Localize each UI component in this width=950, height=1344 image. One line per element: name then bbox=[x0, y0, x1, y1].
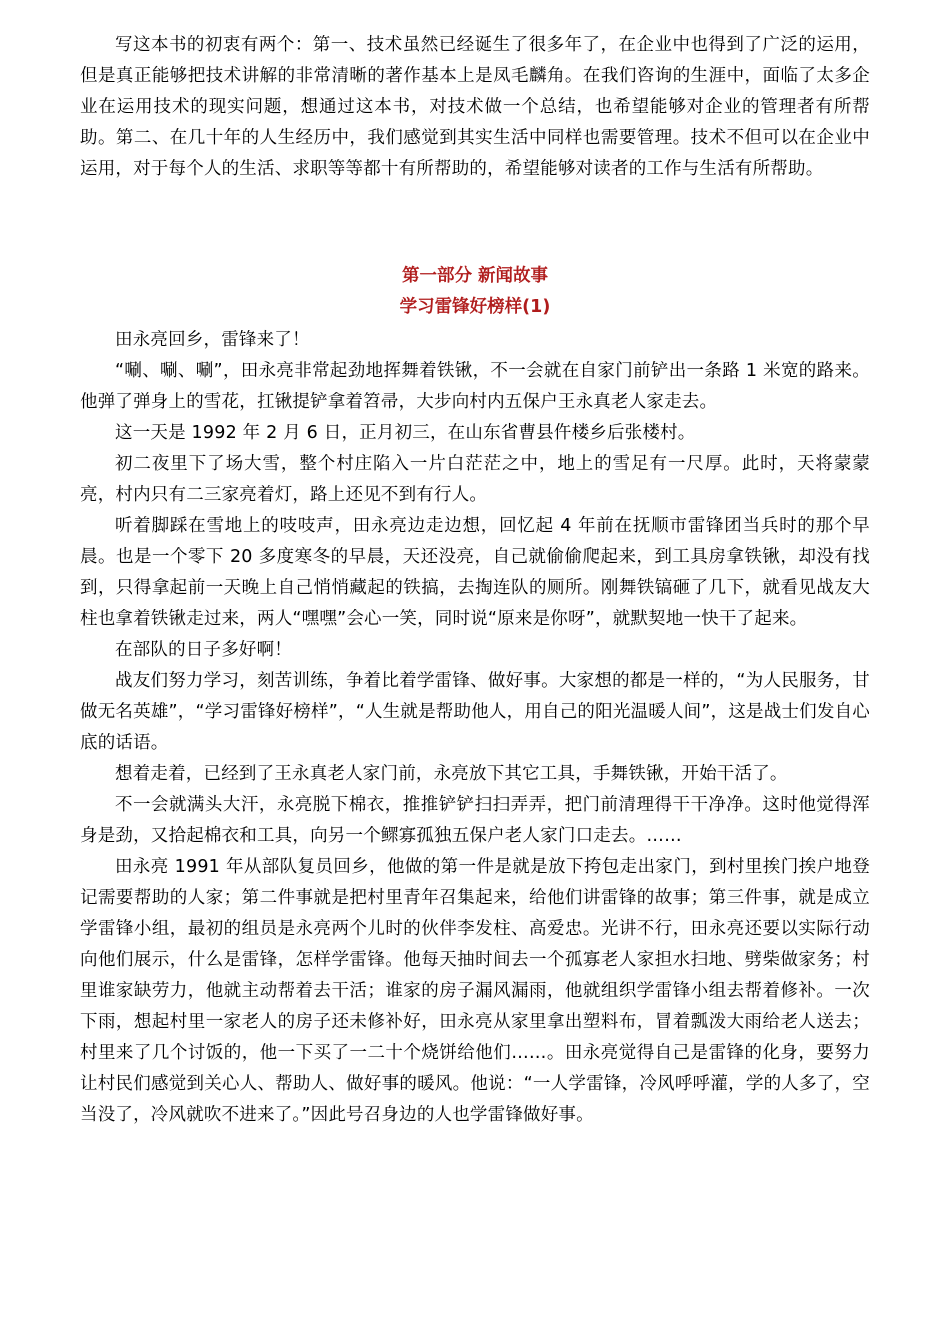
part-title: 第一部分 新闻故事 bbox=[401, 266, 549, 286]
story-paragraph: 听着脚踩在雪地上的吱吱声，田永亮边走边想，回忆起 4 年前在抚顺市雷锋团当兵时的那个早晨。也是一个零下 20 多度寒冬的早晨，天还没亮，自己就偷偷爬起来，到工具房拿铁锹，却没有找到，只得拿起前一天晚上自己悄悄藏起的铁搞，去掏连队的厕所。刚舞铁镐砸了几下，就看见战友大柱也拿着铁锹走过来，两人“嘿嘿”会心一笑，同时说“原来是你呀”，就默契地一快干了起来。 bbox=[80, 516, 870, 629]
story-paragraph: 战友们努力学习，刻苦训练，争着比着学雷锋、做好事。大家想的都是一样的，“为人民服务，甘做无名英雄”，“学习雷锋好榜样”，“人生就是帮助他人，用自己的阳光温暖人间”，这是战士们发自心底的话语。 bbox=[80, 671, 870, 753]
story-paragraph: 不一会就满头大汗，永亮脱下棉衣，推推铲铲扫扫弄弄，把门前清理得干干净净。这时他觉得浑身是劲，又拾起棉衣和工具，向另一个鳏寡孤独五保户老人家门口走去。…… bbox=[80, 795, 870, 846]
story-paragraph: 想着走着，已经到了王永真老人家门前，永亮放下其它工具，手舞铁锹，开始干活了。 bbox=[115, 764, 788, 784]
story-body bbox=[80, 325, 870, 1131]
story-paragraph: 这一天是 1992 年 2 月 6 日，正月初三，在山东省曹县仵楼乡后张楼村。 bbox=[115, 423, 696, 443]
story-paragraph: 田永亮回乡，雷锋来了！ bbox=[115, 330, 310, 350]
story-paragraph: 在部队的日子多好啊！ bbox=[115, 640, 292, 660]
chapter-title: 学习雷锋好榜样(1) bbox=[399, 297, 551, 317]
story-paragraph: “唰、唰、唰”，田永亮非常起劲地挥舞着铁锹，不一会就在自家门前铲出一条路 1 米宽的路来。他弹了弹身上的雪花，扛锹提铲拿着笤帚，大步向村内五保户王永真老人家走去。 bbox=[80, 361, 870, 412]
story-paragraph: 初二夜里下了场大雪，整个村庄陷入一片白茫茫之中，地上的雪足有一尺厚。此时，天将蒙蒙亮，村内只有二三家亮着灯，路上还见不到有行人。 bbox=[80, 454, 870, 505]
document-page bbox=[80, 30, 870, 1131]
section-spacer bbox=[80, 185, 870, 261]
preface-section bbox=[80, 30, 870, 185]
preface-paragraph: 写这本书的初衷有两个：第一、技术虽然已经诞生了很多年了，在企业中也得到了广泛的运用，但是真正能够把技术讲解的非常清晰的著作基本上是凤毛麟角。在我们咨询的生涯中，面临了太多企业在运用技术的现实问题，想通过这本书，对技术做一个总结，也希望能够对企业的管理者有所帮助。第二、在几十年的人生经历中，我们感觉到其实生活中同样也需要管理。技术不但可以在企业中运用，对于每个人的生活、求职等等都十有所帮助的，希望能够对读者的工作与生活有所帮助。 bbox=[80, 35, 870, 179]
story-paragraph: 田永亮 1991 年从部队复员回乡，他做的第一件是就是放下挎包走出家门，到村里挨门挨户地登记需要帮助的人家；第二件事就是把村里青年召集起来，给他们讲雷锋的故事；第三件事，就是成立学雷锋小组，最初的组员是永亮两个儿时的伙伴李发柱、高爱忠。光讲不行，田永亮还要以实际行动向他们展示，什么是雷锋，怎样学雷锋。他每天抽时间去一个孤寡老人家担水扫地、劈柴做家务；村里谁家缺劳力，他就主动帮着去干活；谁家的房子漏风漏雨，他就组织学雷锋小组去帮着修补。一次下雨，想起村里一家老人的房子还未修补好，田永亮从家里拿出塑料布，冒着瓢泼大雨给老人送去；村里来了几个讨饭的，他一下买了一二十个烧饼给他们……。田永亮觉得自己是雷锋的化身，要努力让村民们感觉到关心人、帮助人、做好事的暖风。他说：“一人学雷锋，冷风呼呼灌，学的人多了，空当没了，冷风就吹不进来了。”因此号召身边的人也学雷锋做好事。 bbox=[80, 857, 870, 1125]
